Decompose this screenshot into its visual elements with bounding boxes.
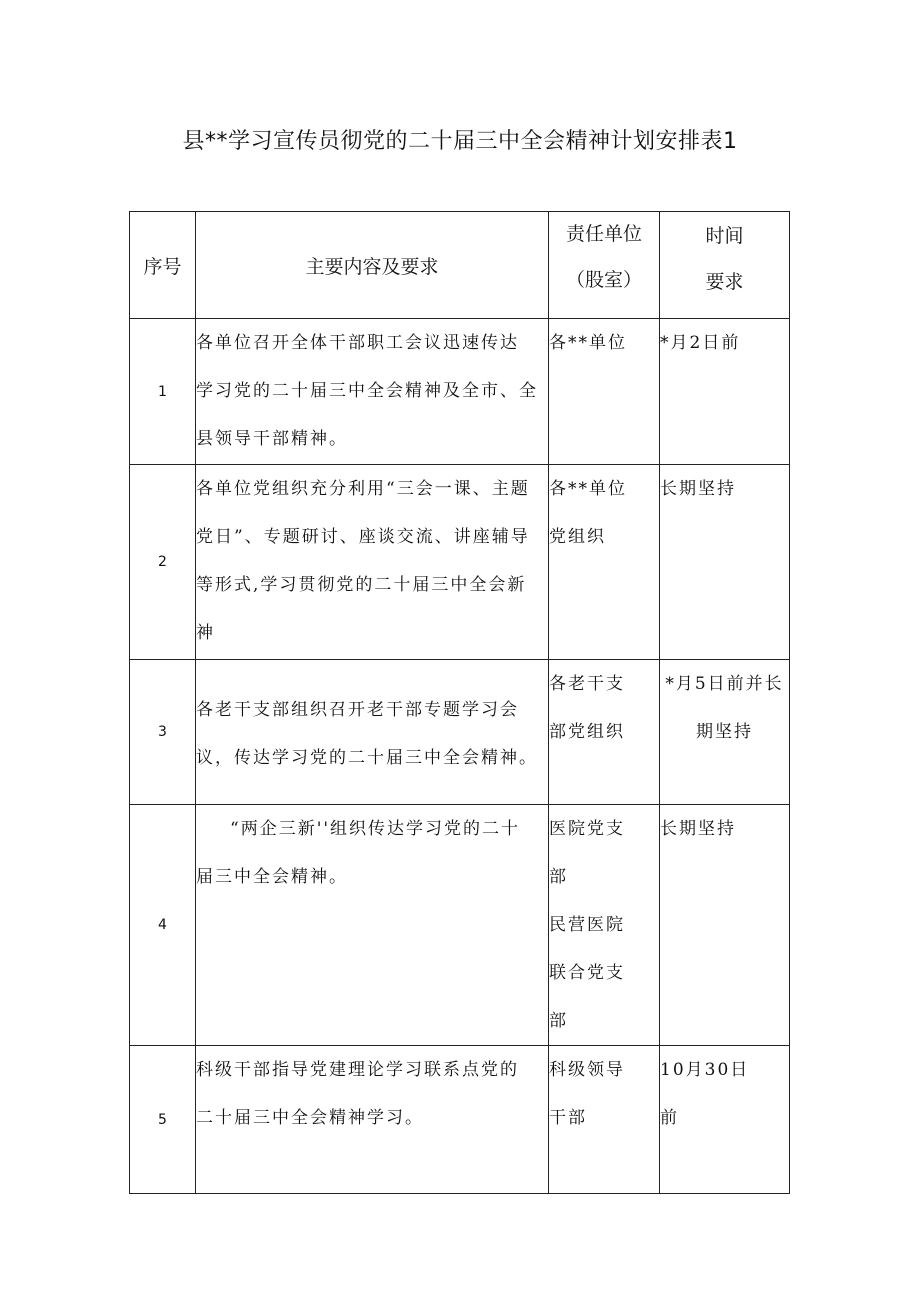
unit-line: 干部 bbox=[549, 1108, 587, 1128]
table-row bbox=[130, 465, 790, 660]
unit-line: 各**单位 bbox=[549, 479, 627, 499]
row-unit bbox=[549, 465, 660, 660]
row-content bbox=[196, 465, 549, 660]
unit-line: 各**单位 bbox=[549, 333, 627, 353]
content-line: 各老干支部组织召开老干部专题学习会 bbox=[196, 700, 519, 720]
time-line: 期坚持 bbox=[696, 722, 753, 742]
plan-table bbox=[129, 211, 790, 1194]
content-line: 届三中全会精神。 bbox=[196, 867, 348, 887]
time-line: *月5日前并长 bbox=[665, 674, 784, 694]
content-line: 各单位召开全体干部职工会议迅速传达 bbox=[196, 333, 519, 353]
row-unit bbox=[549, 319, 660, 465]
unit-line: 部 bbox=[549, 867, 568, 887]
row-seq: 1 bbox=[130, 319, 196, 465]
table-row bbox=[130, 660, 790, 805]
content-line: 学习党的二十届三中全会精神及全市、全 bbox=[196, 381, 538, 401]
time-line: 长期坚持 bbox=[660, 479, 736, 499]
content-line: 二十届三中全会精神学习。 bbox=[196, 1108, 424, 1128]
time-line: 前 bbox=[660, 1108, 679, 1128]
header-time bbox=[660, 212, 790, 319]
table-row bbox=[130, 319, 790, 465]
row-content bbox=[196, 805, 549, 1046]
row-time bbox=[660, 660, 790, 805]
content-line: 等形式,学习贯彻党的二十届三中全会新 bbox=[196, 575, 527, 595]
unit-line: 联合党支 bbox=[549, 963, 625, 983]
content-line: 科级干部指导党建理论学习联系点党的 bbox=[196, 1060, 519, 1080]
unit-line: 医院党支 bbox=[549, 819, 625, 839]
row-unit bbox=[549, 1046, 660, 1194]
header-unit-line1: 责任单位 bbox=[565, 223, 642, 245]
row-unit bbox=[549, 805, 660, 1046]
header-content: 主要内容及要求 bbox=[196, 212, 549, 319]
header-seq: 序号 bbox=[130, 212, 196, 319]
document-title: 县**学习宣传员彻党的二十届三中全会精神计划安排表1 bbox=[182, 129, 738, 154]
content-line: “两企三新''组织传达学习党的二十 bbox=[230, 819, 521, 839]
table-header-row bbox=[130, 212, 790, 319]
unit-line: 各老干支 bbox=[549, 674, 625, 694]
time-line: 长期坚持 bbox=[660, 819, 736, 839]
header-unit-line2: （股室） bbox=[565, 269, 642, 291]
row-seq: 4 bbox=[130, 805, 196, 1046]
row-time bbox=[660, 319, 790, 465]
unit-line: 科级领导 bbox=[549, 1060, 625, 1080]
row-time bbox=[660, 805, 790, 1046]
unit-line: 部 bbox=[549, 1011, 568, 1031]
content-line: 各单位党组织充分利用“三会一课、主题 bbox=[196, 479, 530, 499]
time-line: 10月30日 bbox=[660, 1060, 750, 1080]
row-unit bbox=[549, 660, 660, 805]
content-line: 党日”、专题研讨、座谈交流、讲座辅导 bbox=[196, 527, 530, 547]
header-time-line2: 要求 bbox=[705, 271, 744, 293]
unit-line: 部党组织 bbox=[549, 722, 625, 742]
row-seq: 5 bbox=[130, 1046, 196, 1194]
table-row bbox=[130, 805, 790, 1046]
row-content bbox=[196, 660, 549, 805]
row-seq: 2 bbox=[130, 465, 196, 660]
row-content bbox=[196, 319, 549, 465]
content-line: 神 bbox=[196, 623, 215, 643]
row-time bbox=[660, 465, 790, 660]
header-unit bbox=[549, 212, 660, 319]
row-seq: 3 bbox=[130, 660, 196, 805]
unit-line: 党组织 bbox=[549, 527, 606, 547]
content-line: 议，传达学习党的二十届三中全会精神。 bbox=[196, 748, 538, 768]
row-time bbox=[660, 1046, 790, 1194]
unit-line: 民营医院 bbox=[549, 915, 625, 935]
header-time-line1: 时间 bbox=[705, 225, 744, 247]
content-line: 县领导干部精神。 bbox=[196, 429, 348, 449]
time-line: *月2日前 bbox=[660, 333, 741, 353]
table-row bbox=[130, 1046, 790, 1194]
row-content bbox=[196, 1046, 549, 1194]
